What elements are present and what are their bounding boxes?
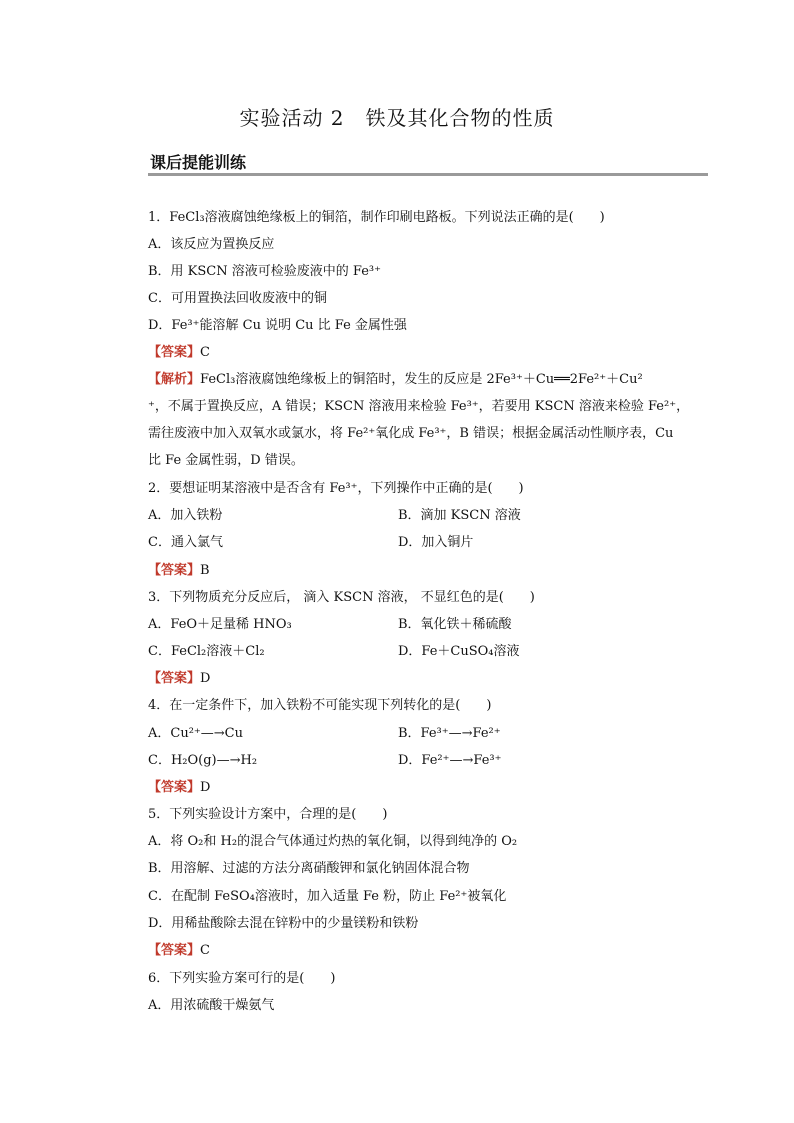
question-1-option-d: D．Fe³⁺能溶解 Cu 说明 Cu 比 Fe 金属性强 xyxy=(148,318,407,333)
question-3-option-c: C．FeCl₂溶液＋Cl₂ xyxy=(148,644,265,659)
question-2-option-b: B．滴加 KSCN 溶液 xyxy=(398,508,521,523)
answer-tag: 【答案】 xyxy=(148,671,201,686)
question-4-option-d: D．Fe²⁺—→Fe³⁺ xyxy=(398,753,502,768)
section-heading: 课后提能训练 xyxy=(150,153,247,172)
question-4-answer xyxy=(148,780,210,796)
question-3-option-a: A．FeO＋足量稀 HNO₃ xyxy=(148,617,292,632)
question-3-option-d: D．Fe＋CuSO₄溶液 xyxy=(398,644,520,659)
answer-value: D xyxy=(200,671,211,686)
question-2-stem: 2．要想证明某溶液中是否含有 Fe³⁺，下列操作中正确的是( ) xyxy=(148,481,524,496)
question-2-option-c: C．通入氯气 xyxy=(148,535,223,550)
question-5-option-c: C．在配制 FeSO₄溶液时，加入适量 Fe 粉，防止 Fe²⁺被氧化 xyxy=(148,889,507,904)
question-2-answer xyxy=(148,563,210,579)
answer-tag: 【答案】 xyxy=(148,563,201,578)
question-1-stem: 1．FeCl₃溶液腐蚀绝缘板上的铜箔，制作印刷电路板。下列说法正确的是( ) xyxy=(148,210,605,225)
question-2-option-d: D．加入铜片 xyxy=(398,535,474,550)
explanation-text: FeCl₃溶液腐蚀绝缘板上的铜箔时，发生的反应是 2Fe³⁺＋Cu══2Fe²⁺＋Cu² xyxy=(200,372,643,387)
question-1-explanation-line-4: 比 Fe 金属性弱，D 错误。 xyxy=(148,453,304,468)
question-5-option-d: D．用稀盐酸除去混在锌粉中的少量镁粉和铁粉 xyxy=(148,916,419,931)
question-1-answer xyxy=(148,345,210,361)
answer-tag: 【答案】 xyxy=(148,345,201,360)
answer-tag: 【答案】 xyxy=(148,780,201,795)
answer-value: C xyxy=(200,345,210,360)
question-5-answer xyxy=(148,943,210,959)
question-3-option-b: B．氧化铁＋稀硫酸 xyxy=(398,617,512,632)
question-1-explanation-line-1 xyxy=(148,372,678,388)
question-4-option-b: B．Fe³⁺—→Fe²⁺ xyxy=(398,726,501,741)
question-3-stem: 3．下列物质充分反应后， 滴入 KSCN 溶液， 不显红色的是( ) xyxy=(148,590,535,605)
explanation-tag: 【解析】 xyxy=(148,372,201,387)
question-2-option-a: A．加入铁粉 xyxy=(148,508,223,523)
answer-value: D xyxy=(200,780,211,795)
section-divider xyxy=(148,173,708,176)
question-1-explanation-line-2: ⁺，不属于置换反应，A 错误；KSCN 溶液用来检验 Fe³⁺，若要用 KSCN 溶液来检验 Fe²⁺， xyxy=(148,399,690,414)
question-3-answer xyxy=(148,671,210,687)
question-1-option-a: A．该反应为置换反应 xyxy=(148,237,275,252)
question-5-option-b: B．用溶解、过滤的方法分离硝酸钾和氯化钠固体混合物 xyxy=(148,861,470,876)
question-6-stem: 6．下列实验方案可行的是( ) xyxy=(148,971,336,986)
question-6-option-a: A．用浓硫酸干燥氨气 xyxy=(148,998,275,1013)
question-4-stem: 4．在一定条件下，加入铁粉不可能实现下列转化的是( ) xyxy=(148,698,492,713)
question-5-stem: 5．下列实验设计方案中，合理的是( ) xyxy=(148,807,388,822)
question-1-explanation-line-3: 需往废液中加入双氧水或氯水，将 Fe²⁺氧化成 Fe³⁺，B 错误；根据金属活动性顺序表，Cu xyxy=(148,426,674,441)
answer-tag: 【答案】 xyxy=(148,943,201,958)
answer-value: B xyxy=(200,563,210,578)
page-title: 实验活动 2 铁及其化合物的性质 xyxy=(239,106,555,130)
question-1-option-c: C．可用置换法回收废液中的铜 xyxy=(148,291,327,306)
answer-value: C xyxy=(200,943,210,958)
question-4-option-a: A．Cu²⁺—→Cu xyxy=(148,726,243,741)
question-4-option-c: C．H₂O(g)—→H₂ xyxy=(148,753,258,768)
question-1-option-b: B．用 KSCN 溶液可检验废液中的 Fe³⁺ xyxy=(148,264,381,279)
question-5-option-a: A．将 O₂和 H₂的混合气体通过灼热的氧化铜，以得到纯净的 O₂ xyxy=(148,834,518,849)
